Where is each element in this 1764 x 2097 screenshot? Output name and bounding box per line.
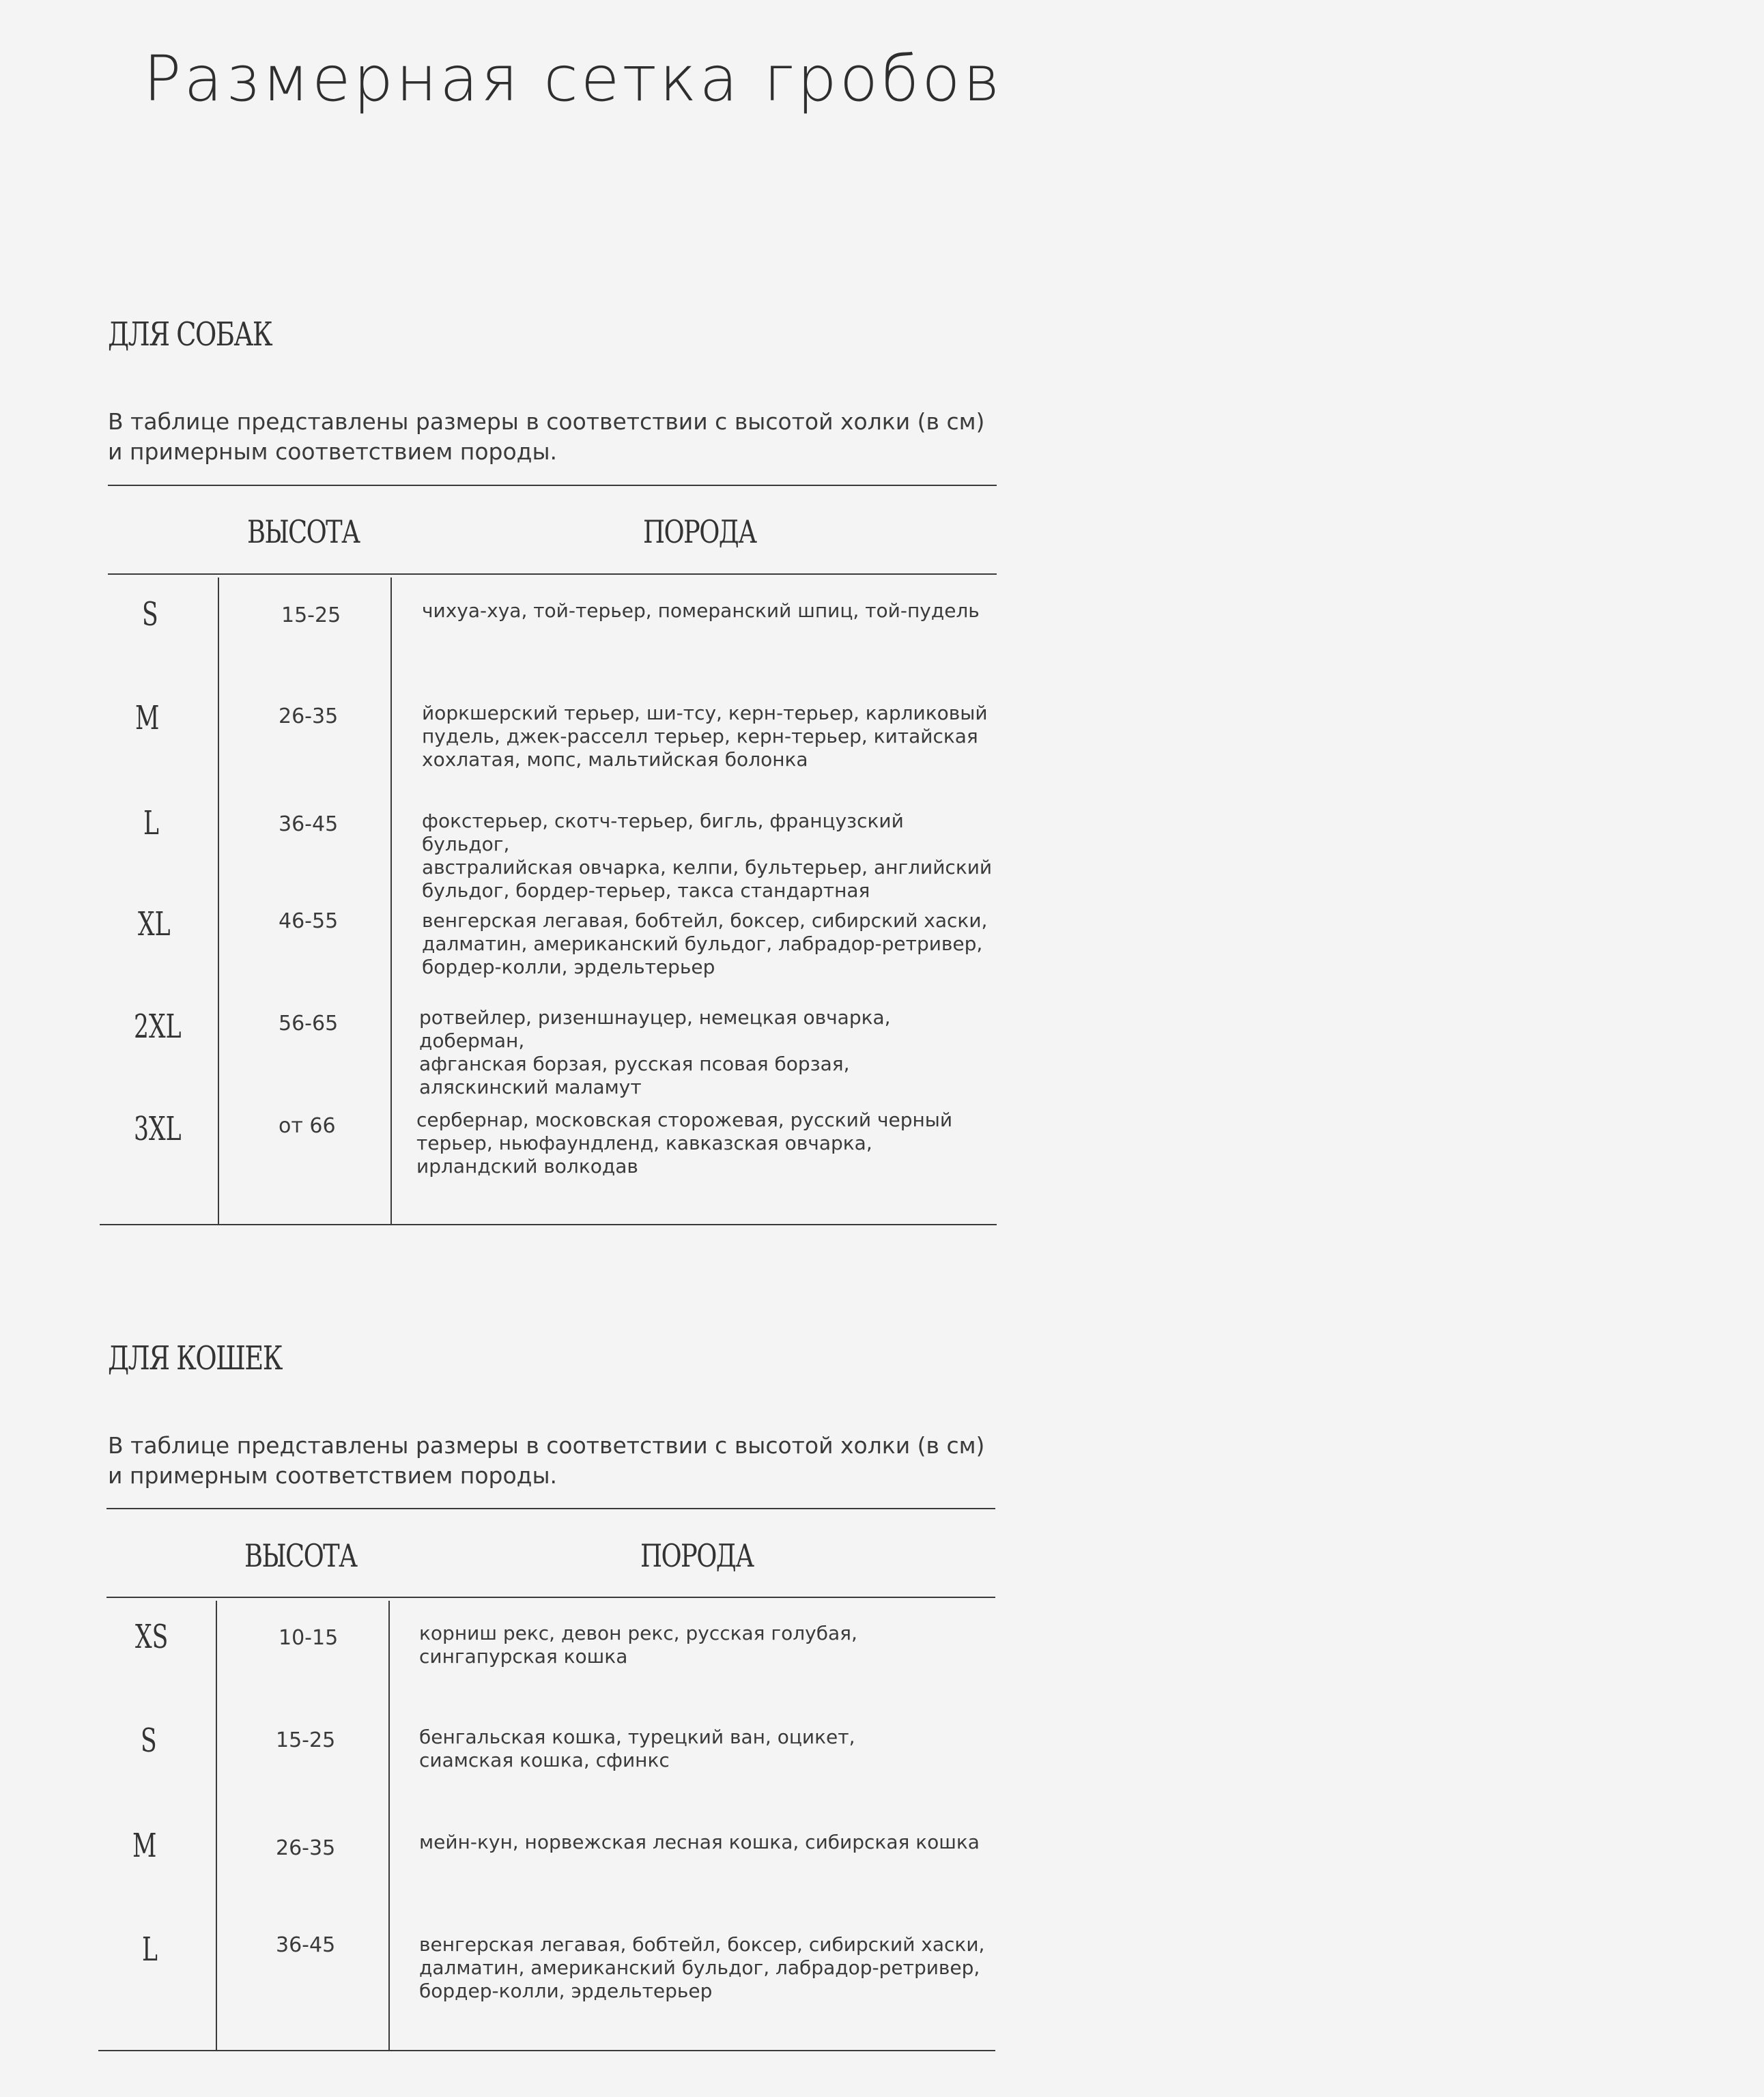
cats-intro-line-2: и примерным соответствием породы. [108,1462,558,1489]
breed-list: корниш рекс, девон рекс, русская голубая, сингапурская кошка [419,1622,857,1668]
height-value: 36-45 [276,1933,336,1957]
breed-list: ротвейлер, ризеншнауцер, немецкая овчарка, доберман, афганская борзая, русская псовая борзая, аляскинский маламут [419,1006,891,1098]
breed-list: йоркшерский терьер, ши-тсу, керн-терьер, карликовый пудель, джек-расселл терьер, керн-терьер, китайская хохлатая, мопс, мальтийская болонка [422,702,988,771]
breed-list: чихуа-хуа, той-терьер, померанский шпиц, той-пудель [422,599,980,622]
table-top-rule [106,1508,995,1509]
dogs-heading: ДЛЯ СОБАК [108,315,272,354]
column-divider-1 [218,577,219,1225]
table-bottom-rule [98,2050,995,2051]
height-value: 15-25 [276,1728,336,1752]
size-label: L [142,1930,158,1969]
cats-heading: ДЛЯ КОШЕК [108,1339,282,1378]
table-header-rule [108,573,997,575]
column-header-breed: ПОРОДА [640,1537,754,1574]
column-divider-2 [390,577,392,1225]
size-label: M [132,1827,157,1865]
table-top-rule [108,485,997,486]
column-header-height: ВЫСОТА [244,1537,357,1574]
height-value: 26-35 [276,1836,336,1860]
height-value: 56-65 [279,1012,339,1036]
breed-list: фокстерьер, скотч-терьер, бигль, французский бульдог, австралийская овчарка, келпи, бультерьер, английский бульдог, бордер-терьер, такса стандартная [422,810,993,902]
cats-intro-line-1: В таблице представлены размеры в соответствии с высотой холки (в см) [108,1432,985,1459]
breed-list: бенгальская кошка, турецкий ван, оцикет, сиамская кошка, сфинкс [419,1726,855,1771]
size-label: 2XL [134,1008,182,1046]
size-label: XS [135,1618,169,1656]
dogs-intro-line-2: и примерным соответствием породы. [108,438,558,465]
breed-list: венгерская легавая, бобтейл, боксер, сибирский хаски, далматин, американский бульдог, лабрадор-ретривер, бордер-колли, эрдельтерьер [419,1933,985,2002]
column-divider-2 [388,1601,390,2051]
column-header-breed: ПОРОДА [643,513,756,550]
height-value: 15-25 [281,603,341,627]
size-label: S [142,595,158,633]
size-label: M [135,699,160,737]
breed-list: сербернар, московская сторожевая, русский черный терьер, ньюфаундленд, кавказская овчарка, ирландский волкодав [416,1109,953,1178]
column-header-height: ВЫСОТА [247,513,360,550]
size-label: 3XL [134,1110,182,1148]
height-value: 36-45 [279,812,339,836]
page-title: Размерная сетка гробов [143,42,1003,115]
size-label: S [141,1722,157,1760]
height-value: от 66 [279,1114,336,1138]
height-value: 26-35 [279,704,339,728]
height-value: 46-55 [279,909,339,933]
size-label: L [143,804,159,842]
table-header-rule [106,1597,995,1598]
breed-list: венгерская легавая, бобтейл, боксер, сибирский хаски, далматин, американский бульдог, лабрадор-ретривер, бордер-колли, эрдельтерьер [422,909,988,978]
breed-list: мейн-кун, норвежская лесная кошка, сибирская кошка [419,1831,980,1853]
column-divider-1 [216,1601,217,2051]
size-label: XL [138,905,171,943]
table-bottom-rule [100,1224,997,1225]
dogs-intro-line-1: В таблице представлены размеры в соответствии с высотой холки (в см) [108,408,985,435]
height-value: 10-15 [279,1626,339,1650]
